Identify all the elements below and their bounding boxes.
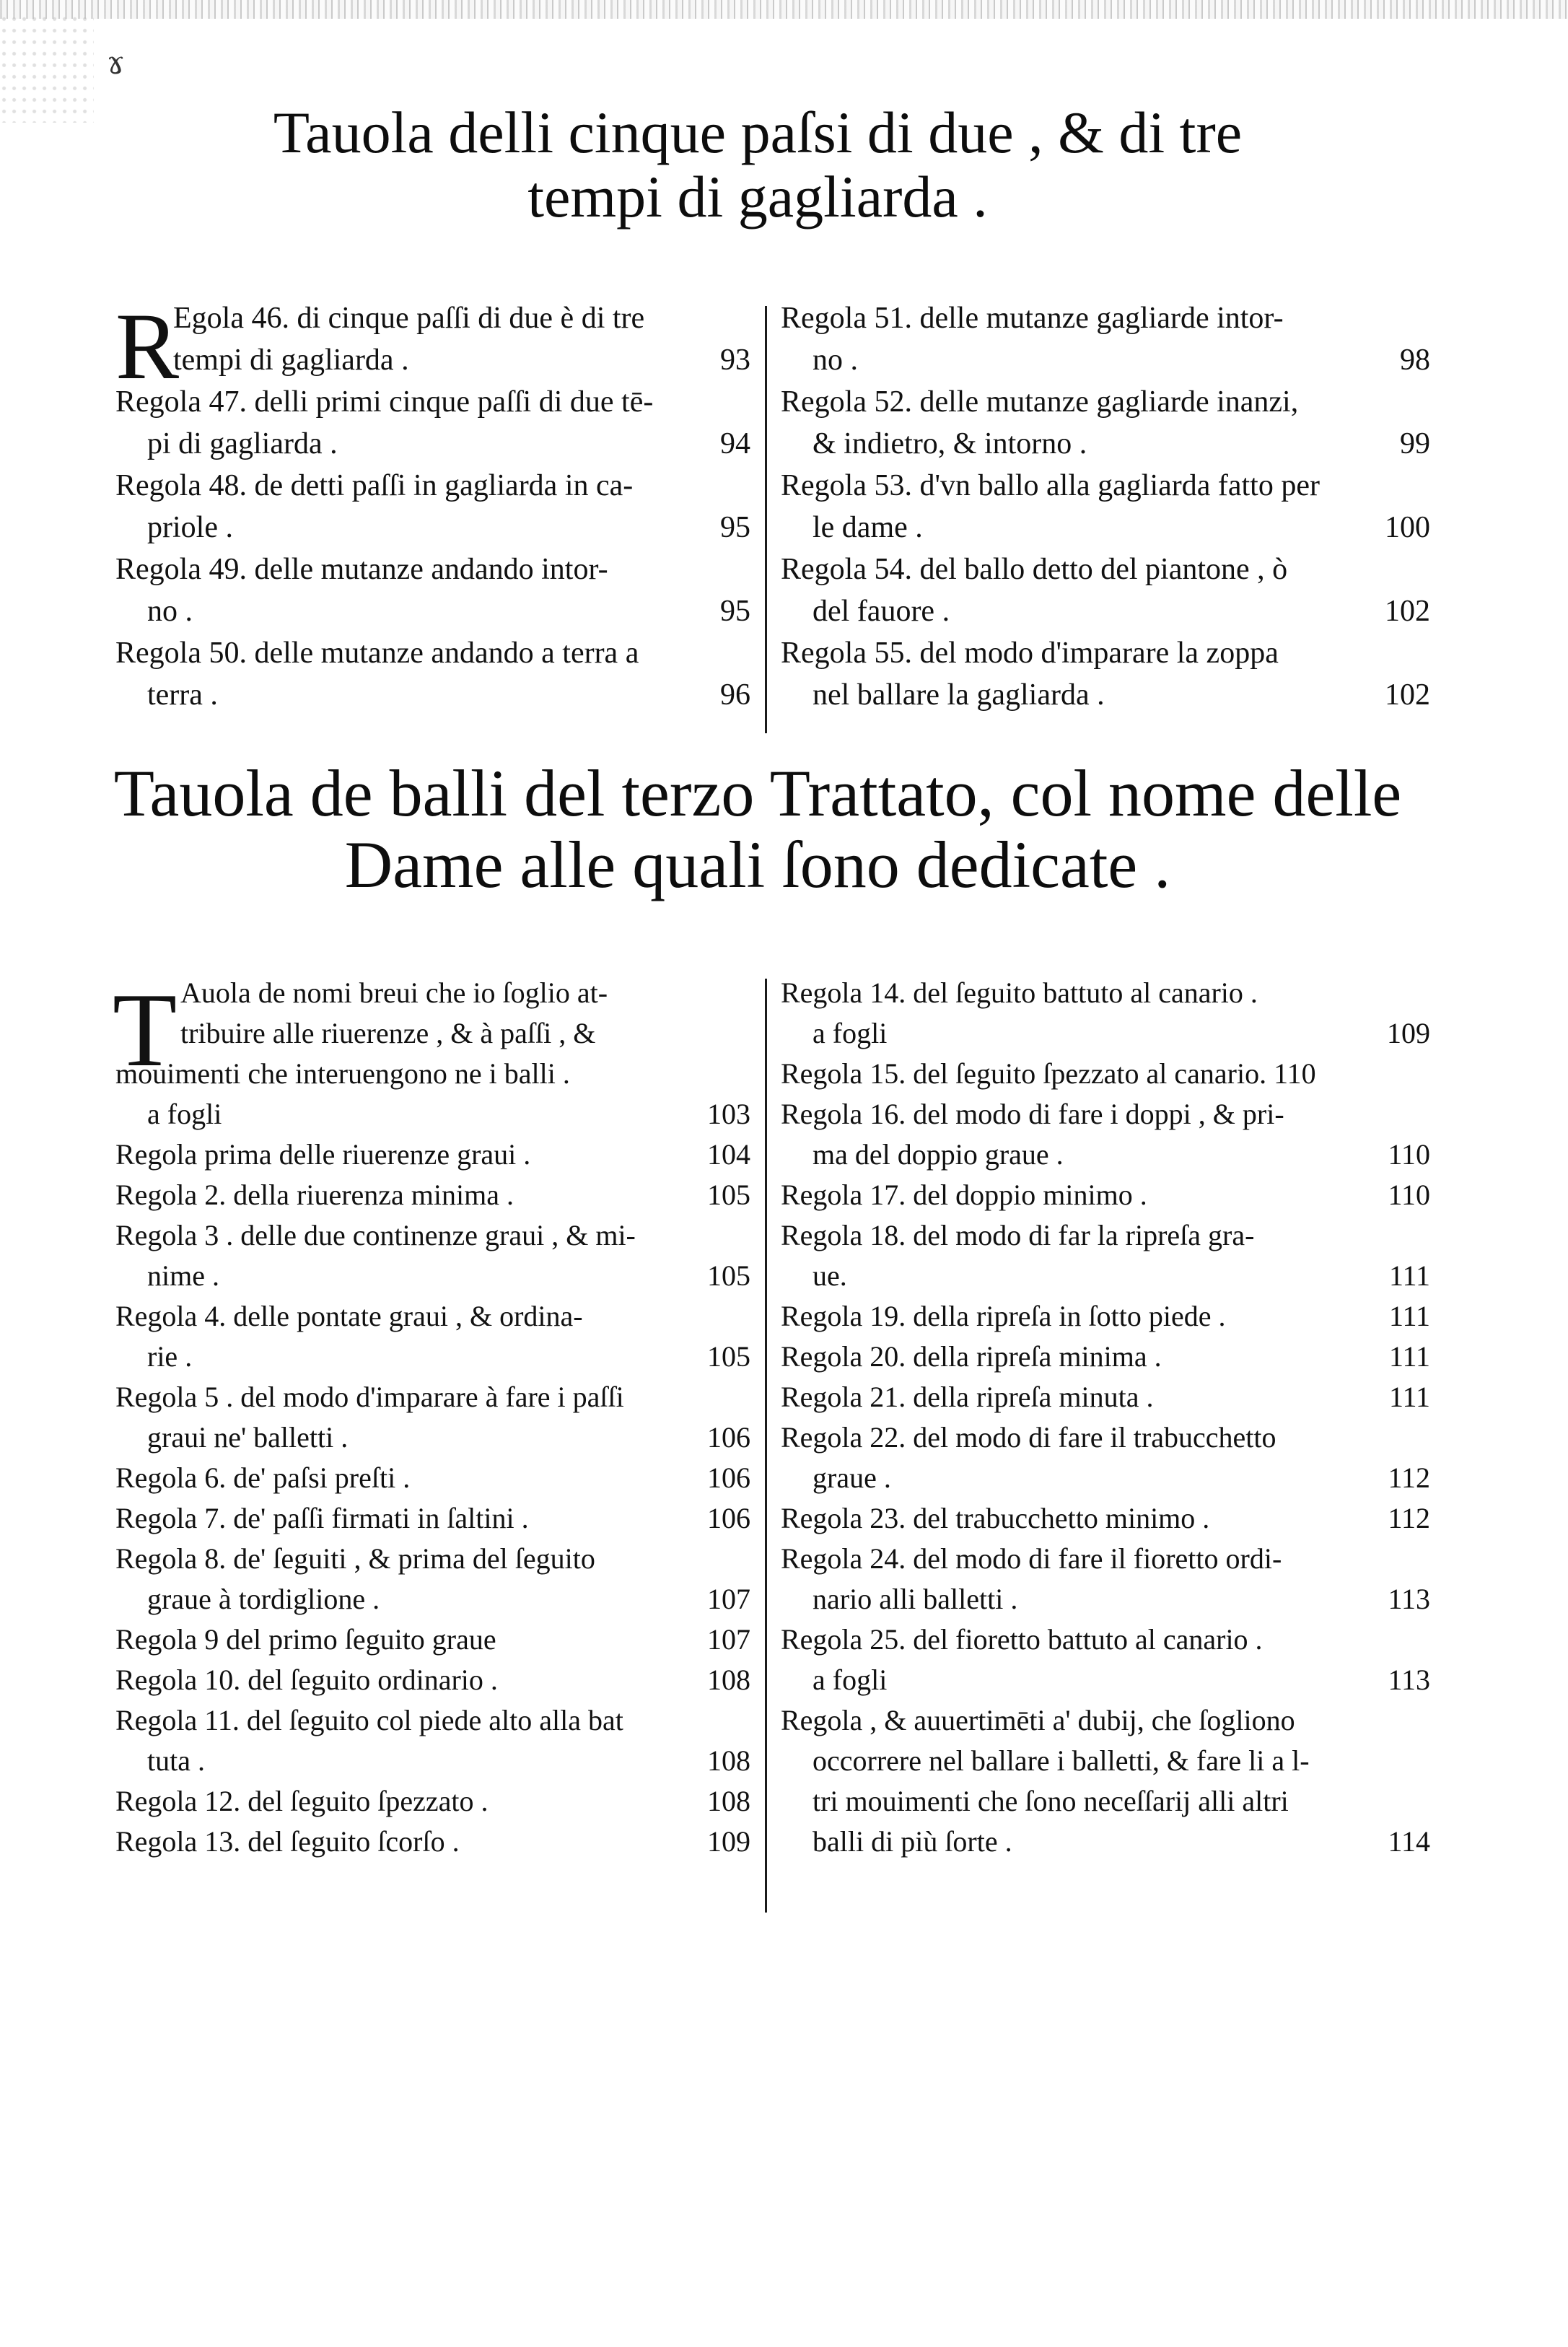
heading-line: tempi di gagliarda .	[527, 163, 988, 230]
page-number: 95	[720, 511, 750, 544]
entry-line: nime .	[147, 1259, 219, 1292]
section-heading-gagliarda	[108, 101, 1407, 229]
index-entry-intro	[115, 973, 750, 1135]
entry-line: Regola 50. delle mutanze andando a terra a	[115, 637, 639, 670]
index-column-left	[115, 293, 750, 716]
entry-line: graue .	[813, 1461, 891, 1494]
entry-line: Regola 49. delle mutanze andando intor-	[115, 553, 608, 586]
index-entry	[781, 381, 1430, 465]
page-number: 107	[707, 1583, 750, 1615]
entry-line: Egola 46. di cinque paſſi di due è di tre	[173, 302, 645, 335]
page-number: 108	[707, 1744, 750, 1777]
entry-line: del fauore .	[813, 595, 950, 628]
entry-line: rie .	[147, 1340, 193, 1373]
index-entry	[115, 1539, 750, 1620]
index-entry	[115, 381, 750, 465]
drop-cap-letter: T	[113, 971, 178, 1088]
entry-line: occorrere nel ballare i balletti, & fare li a l-	[813, 1744, 1310, 1777]
entry-line: tribuire alle riuerenze , & à paſſi , &	[180, 1017, 596, 1049]
index-column-right	[781, 297, 1430, 716]
entry-line: Regola 48. de detti paſſi in gagliarda in ca-	[115, 469, 634, 502]
entry-line: a fogli	[813, 1017, 888, 1049]
entry-line: le dame .	[813, 511, 923, 544]
entry-line: Regola 15. del ſeguito ſpezzato al canario. 110	[781, 1057, 1316, 1090]
page-number: 104	[707, 1138, 750, 1171]
page-number: 112	[1388, 1502, 1430, 1534]
index-entry	[781, 297, 1430, 381]
entry-line: Regola 19. della ripreſa in ſotto piede .	[781, 1300, 1226, 1332]
page-number: 96	[720, 678, 750, 712]
page-number: 111	[1388, 1381, 1430, 1413]
entry-line: no .	[147, 595, 193, 628]
index-entry	[781, 1094, 1430, 1175]
column-divider	[765, 979, 767, 1913]
index-entry	[781, 1054, 1430, 1094]
page-number: 114	[1388, 1825, 1430, 1858]
page-number: 111	[1388, 1340, 1430, 1373]
entry-line: Regola 52. delle mutanze gagliarde inanzi,	[781, 385, 1299, 419]
index-entry	[115, 1377, 750, 1458]
index-entry	[115, 1620, 750, 1660]
index-entry	[115, 465, 750, 548]
heading-line: Tauola de balli del terzo Trattato, col nome delle	[113, 756, 1402, 830]
index-entry	[781, 1377, 1430, 1417]
page-number: 108	[707, 1664, 750, 1696]
entry-line: a fogli	[147, 1098, 222, 1130]
page-number: 112	[1388, 1461, 1430, 1494]
page-number: 109	[1387, 1017, 1430, 1049]
index-column-right	[781, 973, 1430, 1862]
entry-line: Regola 24. del modo di fare il fioretto ordi-	[781, 1542, 1282, 1575]
index-entry	[115, 1215, 750, 1296]
index-entry	[115, 1135, 750, 1175]
page-number: 94	[720, 427, 750, 460]
entry-line: Regola , & auuertimēti a' dubij, che ſogliono	[781, 1704, 1295, 1736]
entry-line: Regola 16. del modo di fare i doppi , & pri-	[781, 1098, 1284, 1130]
entry-line: nario alli balletti .	[813, 1583, 1018, 1615]
page-ornament-mark: ɤ	[107, 45, 125, 82]
entry-line: & indietro, & intorno .	[813, 427, 1087, 460]
page-number: 106	[707, 1461, 750, 1494]
index-entry	[115, 1781, 750, 1822]
page-number: 99	[1400, 427, 1430, 460]
index-entry	[781, 1296, 1430, 1337]
index-entry	[781, 632, 1430, 716]
index-column-left	[115, 973, 750, 1862]
entry-line: Regola 4. delle pontate graui , & ordina-	[115, 1300, 583, 1332]
entry-line: Regola 3 . delle due continenze graui , & mi-	[115, 1219, 636, 1251]
page-number: 106	[707, 1421, 750, 1454]
entry-line: a fogli	[813, 1664, 888, 1696]
index-entry	[781, 1620, 1430, 1700]
index-entry	[115, 1458, 750, 1498]
entry-line: pi di gagliarda .	[147, 427, 338, 460]
index-entry	[115, 1296, 750, 1377]
entry-line: Regola 23. del trabucchetto minimo .	[781, 1502, 1210, 1534]
drop-cap-letter: R	[115, 293, 180, 399]
index-entry	[781, 1175, 1430, 1215]
heading-line: Tauola delli cinque paſsi di due , & di tre	[273, 100, 1243, 165]
index-entry	[781, 973, 1430, 1054]
entry-line: Regola prima delle riuerenze graui .	[115, 1138, 531, 1171]
index-entry	[115, 1498, 750, 1539]
entry-line: Regola 54. del ballo detto del piantone , ò	[781, 553, 1288, 586]
entry-line: tempi di gagliarda .	[173, 344, 409, 377]
entry-line: Regola 6. de' paſsi preſti .	[115, 1461, 411, 1494]
index-entry	[781, 1539, 1430, 1620]
entry-line: tri mouimenti che ſono neceſſarij alli altri	[813, 1785, 1289, 1817]
entry-line: Regola 22. del modo di fare il trabucchetto	[781, 1421, 1276, 1454]
page-number: 105	[707, 1259, 750, 1292]
entry-line: Regola 17. del doppio minimo .	[781, 1179, 1147, 1211]
entry-line: Regola 25. del fioretto battuto al canario .	[781, 1623, 1263, 1656]
index-entry	[115, 632, 750, 716]
page-number: 105	[707, 1340, 750, 1373]
index-entry	[781, 1337, 1430, 1377]
entry-line: Regola 51. delle mutanze gagliarde intor-	[781, 302, 1284, 335]
entry-line: Regola 47. delli primi cinque paſſi di due tē-	[115, 385, 654, 419]
index-entry	[115, 1175, 750, 1215]
entry-line: Regola 20. della ripreſa minima .	[781, 1340, 1162, 1373]
page-number: 110	[1388, 1179, 1430, 1211]
column-divider	[765, 306, 767, 733]
index-entry	[115, 1822, 750, 1862]
page-number: 106	[707, 1502, 750, 1534]
page-number: 93	[720, 344, 750, 377]
scan-edge-noise	[0, 0, 1568, 19]
entry-line: Regola 18. del modo di far la ripreſa gra-	[781, 1219, 1255, 1251]
index-entry	[781, 1700, 1430, 1862]
entry-line: Regola 7. de' paſſi firmati in ſaltini .	[115, 1502, 529, 1534]
page-number: 102	[1385, 678, 1430, 712]
page-number: 105	[707, 1179, 750, 1211]
entry-line: mouimenti che interuengono ne i balli .	[115, 1057, 570, 1090]
index-entry	[781, 1215, 1430, 1296]
page-number: 103	[707, 1098, 750, 1130]
entry-line: Regola 11. del ſeguito col piede alto alla bat	[115, 1704, 623, 1736]
page-number: 110	[1388, 1138, 1430, 1171]
entry-line: terra .	[147, 678, 218, 712]
page-number: 113	[1388, 1583, 1430, 1615]
index-entry	[115, 1700, 750, 1781]
entry-line: ue.	[813, 1259, 847, 1292]
index-entry	[781, 1498, 1430, 1539]
page-number: 98	[1400, 344, 1430, 377]
entry-line: nel ballare la gagliarda .	[813, 678, 1105, 712]
entry-line: ma del doppio graue .	[813, 1138, 1064, 1171]
index-entry	[115, 548, 750, 632]
entry-line: graui ne' balletti .	[147, 1421, 349, 1454]
entry-line: graue à tordiglione .	[147, 1583, 380, 1615]
index-entry	[781, 1417, 1430, 1498]
index-entry	[781, 548, 1430, 632]
section-heading-balli	[108, 758, 1407, 901]
entry-line: Auola de nomi breui che io ſoglio at-	[180, 976, 608, 1009]
entry-line: Regola 14. del ſeguito battuto al canario .	[781, 976, 1258, 1009]
entry-line: Regola 5 . del modo d'imparare à fare i paſſi	[115, 1381, 624, 1413]
page-number: 102	[1385, 595, 1430, 628]
page-number: 113	[1388, 1664, 1430, 1696]
entry-line: Regola 55. del modo d'imparare la zoppa	[781, 637, 1279, 670]
scan-speckle	[0, 14, 94, 123]
entry-line: tuta .	[147, 1744, 205, 1777]
entry-line: Regola 2. della riuerenza minima .	[115, 1179, 514, 1211]
page-number: 111	[1388, 1300, 1430, 1332]
entry-line: balli di più ſorte .	[813, 1825, 1012, 1858]
entry-line: Regola 53. d'vn ballo alla gagliarda fatto per	[781, 469, 1320, 502]
entry-line: Regola 10. del ſeguito ordinario .	[115, 1664, 498, 1696]
entry-line: Regola 21. della ripreſa minuta .	[781, 1381, 1154, 1413]
page-number: 109	[707, 1825, 750, 1858]
entry-line: Regola 13. del ſeguito ſcorſo .	[115, 1825, 460, 1858]
entry-line: priole .	[147, 511, 233, 544]
page-number: 111	[1388, 1259, 1430, 1292]
page-number: 107	[707, 1623, 750, 1656]
page-number: 95	[720, 595, 750, 628]
index-entry	[115, 1660, 750, 1700]
index-entry	[115, 297, 750, 381]
page-number: 108	[707, 1785, 750, 1817]
page-number: 100	[1385, 511, 1430, 544]
index-entry	[781, 465, 1430, 548]
entry-line: Regola 9 del primo ſeguito graue	[115, 1623, 496, 1656]
entry-line: Regola 12. del ſeguito ſpezzato .	[115, 1785, 489, 1817]
heading-line: Dame alle quali ſono dedicate .	[344, 828, 1171, 902]
entry-line: no .	[813, 344, 858, 377]
entry-line: Regola 8. de' ſeguiti , & prima del ſeguito	[115, 1542, 595, 1575]
